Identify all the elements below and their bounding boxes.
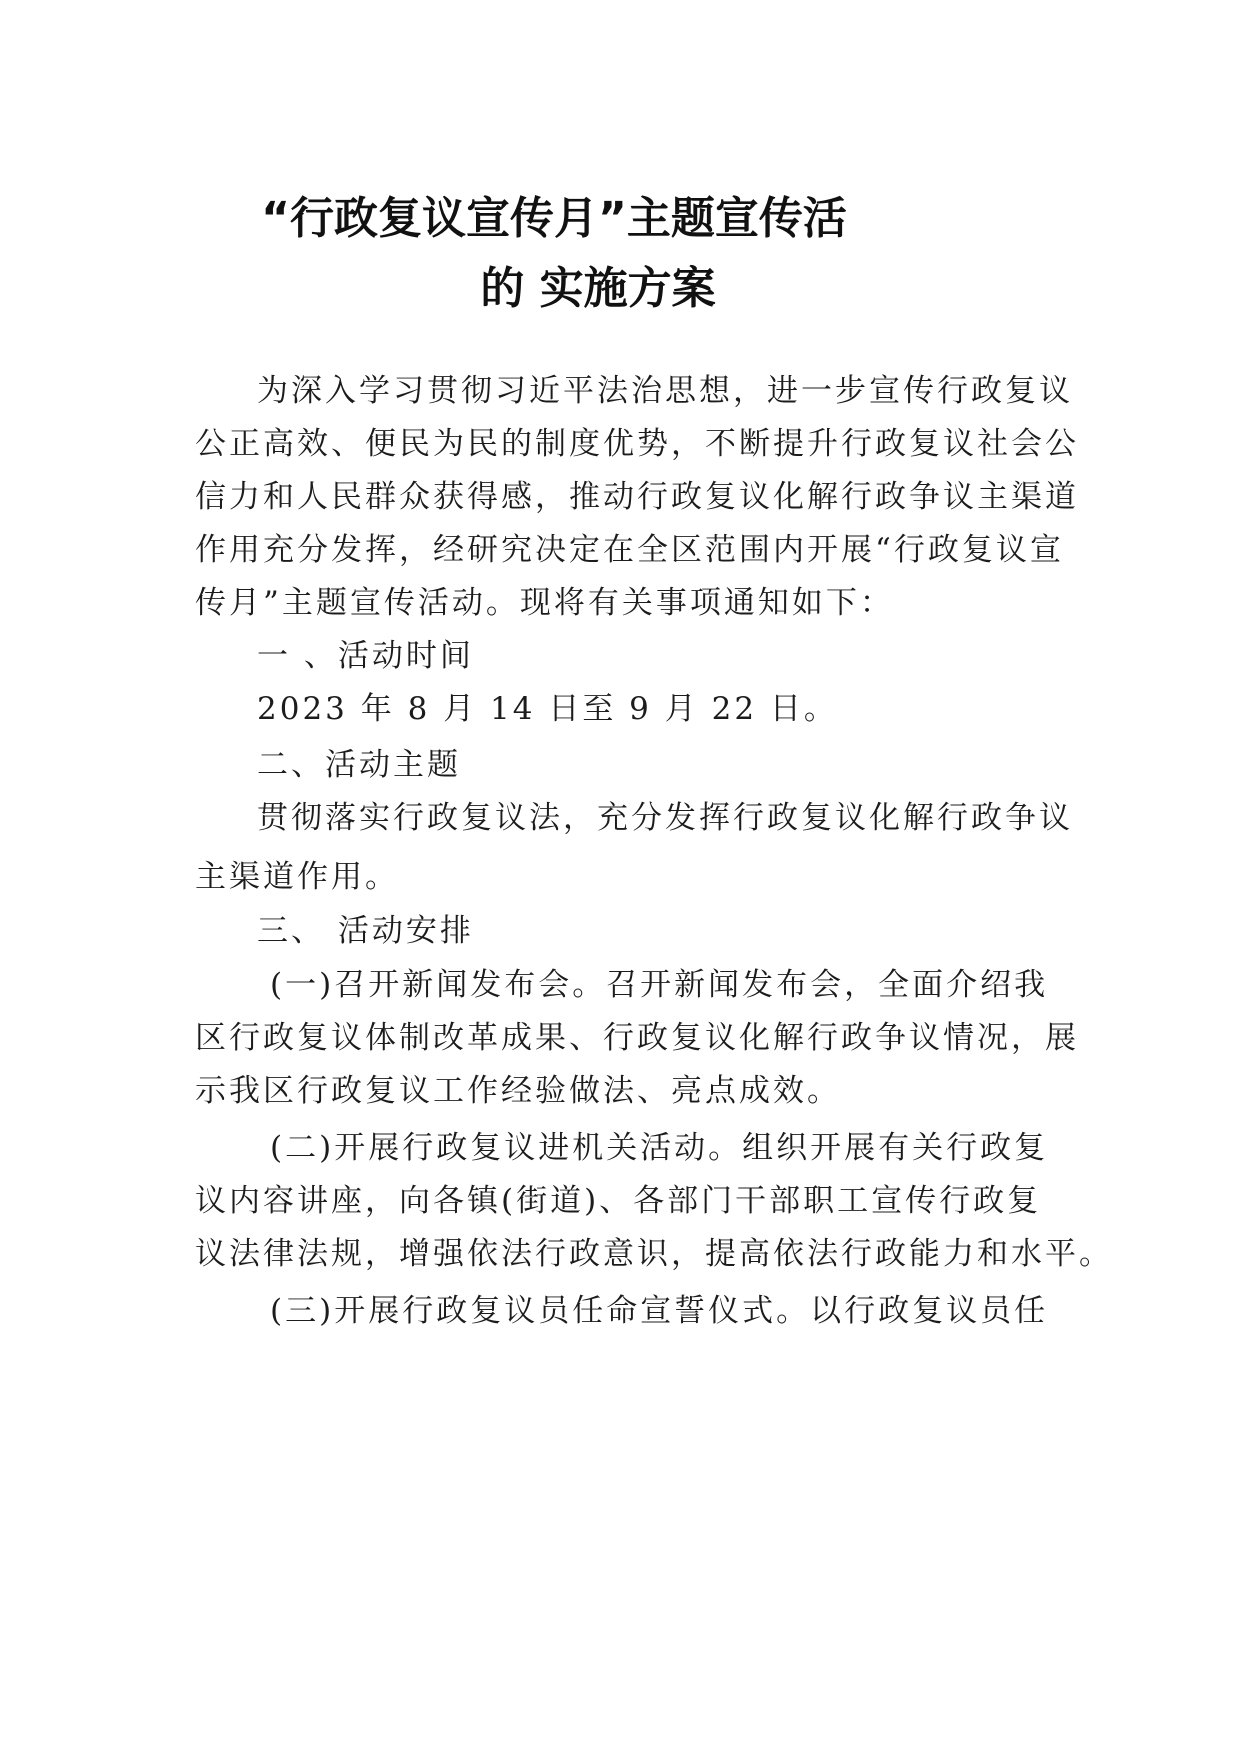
intro-line-5: 传月”主题宣传活动。现将有关事项通知如下： <box>195 585 894 621</box>
section-2-line-1: 贯彻落实行政复议法，充分发挥行政复议化解行政争议 <box>257 800 1073 836</box>
section-3-item-2-line-3: 议法律法规，增强依法行政意识，提高依法行政能力和水平。 <box>195 1236 1113 1272</box>
document-title-line-1: “行政复议宣传月”主题宣传活 <box>261 193 847 244</box>
section-3-heading: 三、 活动安排 <box>257 913 474 949</box>
intro-line-4: 作用充分发挥，经研究决定在全区范围内开展“行政复议宣 <box>195 532 1064 568</box>
section-3-item-2-line-2: 议内容讲座，向各镇(街道)、各部门干部职工宣传行政复 <box>195 1183 1042 1219</box>
section-3-item-1-line-3: 示我区行政复议工作经验做法、亮点成效。 <box>195 1073 841 1109</box>
section-1-line-1: 2023 年 8 月 14 日至 9 月 22 日。 <box>257 691 838 727</box>
section-2-line-2: 主渠道作用。 <box>195 859 399 895</box>
section-3-item-3-line-1: (三)开展行政复议员任命宣誓仪式。以行政复议员任 <box>270 1293 1049 1329</box>
section-3-item-1-line-1: (一)召开新闻发布会。召开新闻发布会，全面介绍我 <box>270 967 1049 1003</box>
document-title-line-2: 的 实施方案 <box>480 263 716 314</box>
section-1-heading: 一 、活动时间 <box>257 638 474 674</box>
section-3-item-1-line-2: 区行政复议体制改革成果、行政复议化解行政争议情况，展 <box>195 1020 1079 1056</box>
intro-line-1: 为深入学习贯彻习近平法治思想，进一步宣传行政复议 <box>257 373 1073 409</box>
section-3-item-2-line-1: (二)开展行政复议进机关活动。组织开展有关行政复 <box>270 1130 1049 1166</box>
intro-line-3: 信力和人民群众获得感，推动行政复议化解行政争议主渠道 <box>195 479 1079 515</box>
section-2-heading: 二、活动主题 <box>257 747 461 783</box>
intro-line-2: 公正高效、便民为民的制度优势，不断提升行政复议社会公 <box>195 426 1079 462</box>
